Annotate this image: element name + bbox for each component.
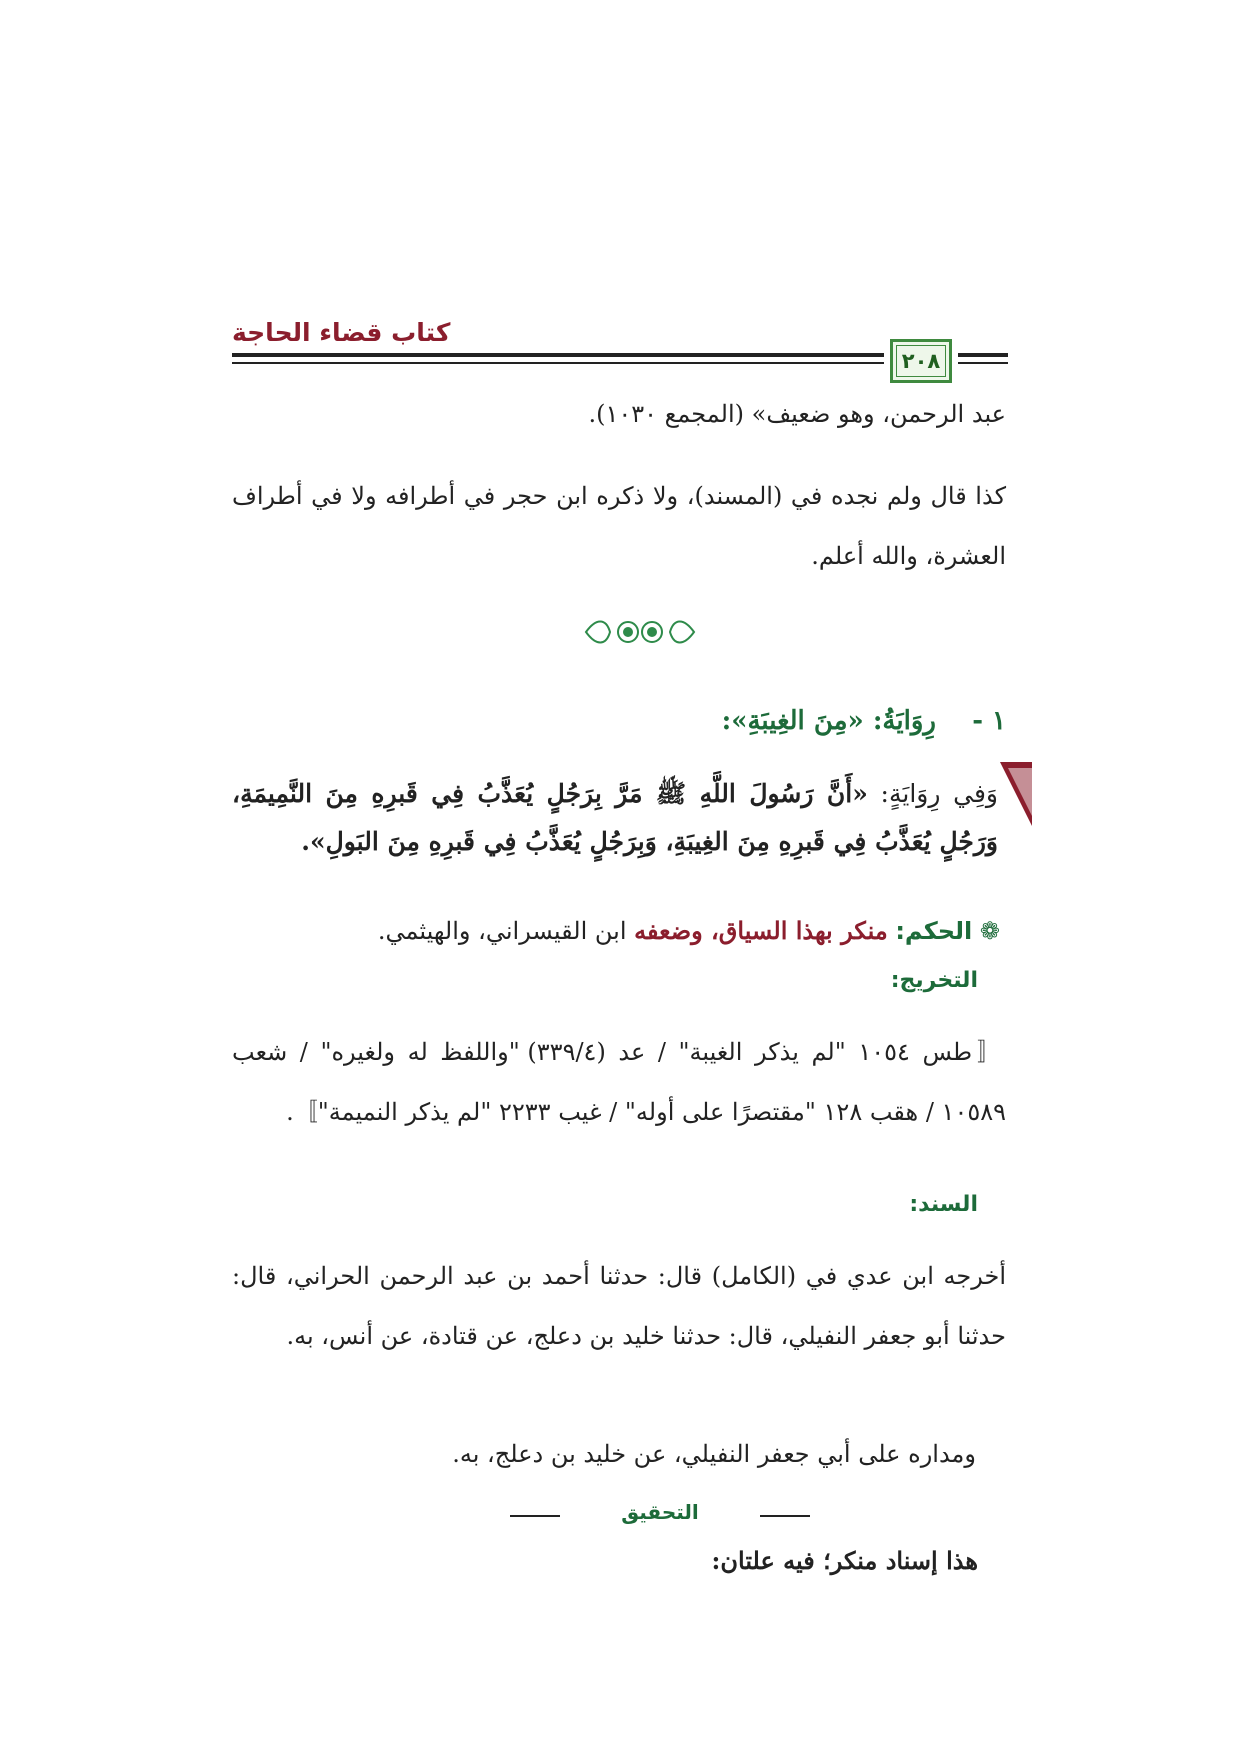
ruling-verdict: منكر بهذا السياق، وضعفه [634,916,888,945]
section-title: رِوَايَةُ: «مِنَ الغِيبَةِ»: [721,706,936,736]
header-rule-top [232,353,884,357]
header-rule-bottom [232,362,884,364]
sanad-paragraph: أخرجه ابن عدي في (الكامل) قال: حدثنا أحمد بن عبد الرحمن الحراني، قال: حدثنا أبو جعفر النفيلي، قال: حدثنا خليد بن دعلج، عن قتادة، عن أنس، به. [232,1262,1006,1350]
section-number: ١ - [972,706,1006,736]
hadith-body: «أَنَّ رَسُولَ اللَّهِ ﷺ مَرَّ بِرَجُلٍ يُعَذَّبُ فِي قَبرِهِ مِنَ النَّمِيمَةِ، وَرَجُلٍ يُعَذَّبُ فِي قَبرِهِ مِنَ الغِيبَةِ، وَبِرَجُلٍ يُعَذَّبُ فِي قَبرِهِ مِنَ البَولِ». [232,779,998,856]
tahqiq-text: هذا إسناد منكر؛ فيه علتان: [711,1546,978,1575]
header-rule-right-bottom [958,362,1008,364]
madar-line: ومداره على أبي جعفر النفيلي، عن خليد بن دعلج، به. [452,1440,976,1468]
sanad-label: السند: [909,1192,978,1217]
intro-line: عبد الرحمن، وهو ضعيف» (المجمع ١٠٣٠). [588,400,1006,428]
takhrij-paragraph: 〚طس ١٠٥٤ "لم يذكر الغيبة" / عد (٣٣٩/٤) "واللفظ له ولغيره" / شعب ١٠٥٨٩ / هقب ١٢٨ "مقتصرًا على أوله" / غيب ٢٢٣٣ "لم يذكر النميمة"〛. [232,1038,1007,1126]
page-number: ٢٠٨ [901,349,941,373]
ruling-icon: ❁ [979,917,1000,945]
header-rule-right-top [958,353,1008,357]
takhrij-label: التخريج: [890,968,978,993]
ruling-line [378,916,1000,945]
corner-ornament-icon [1000,762,1032,826]
tahqiq-label: التحقيق [560,1500,760,1524]
ruling-label: الحكم: [895,917,973,945]
hadith-lead: وَفِي رِوَايَةٍ: [867,779,998,808]
intro-paragraph: كذا قال ولم نجده في (المسند)، ولا ذكره ابن حجر في أطرافه ولا في أطراف العشرة، والله أعلم. [232,482,1006,570]
section-heading [722,706,1006,736]
page-number-badge [890,339,952,383]
floral-ornament-icon [580,612,700,652]
ruling-rest: ابن القيسراني، والهيثمي. [377,917,627,945]
book-title: كتاب قضاء الحاجة [232,318,451,347]
hadith-text [232,770,998,866]
